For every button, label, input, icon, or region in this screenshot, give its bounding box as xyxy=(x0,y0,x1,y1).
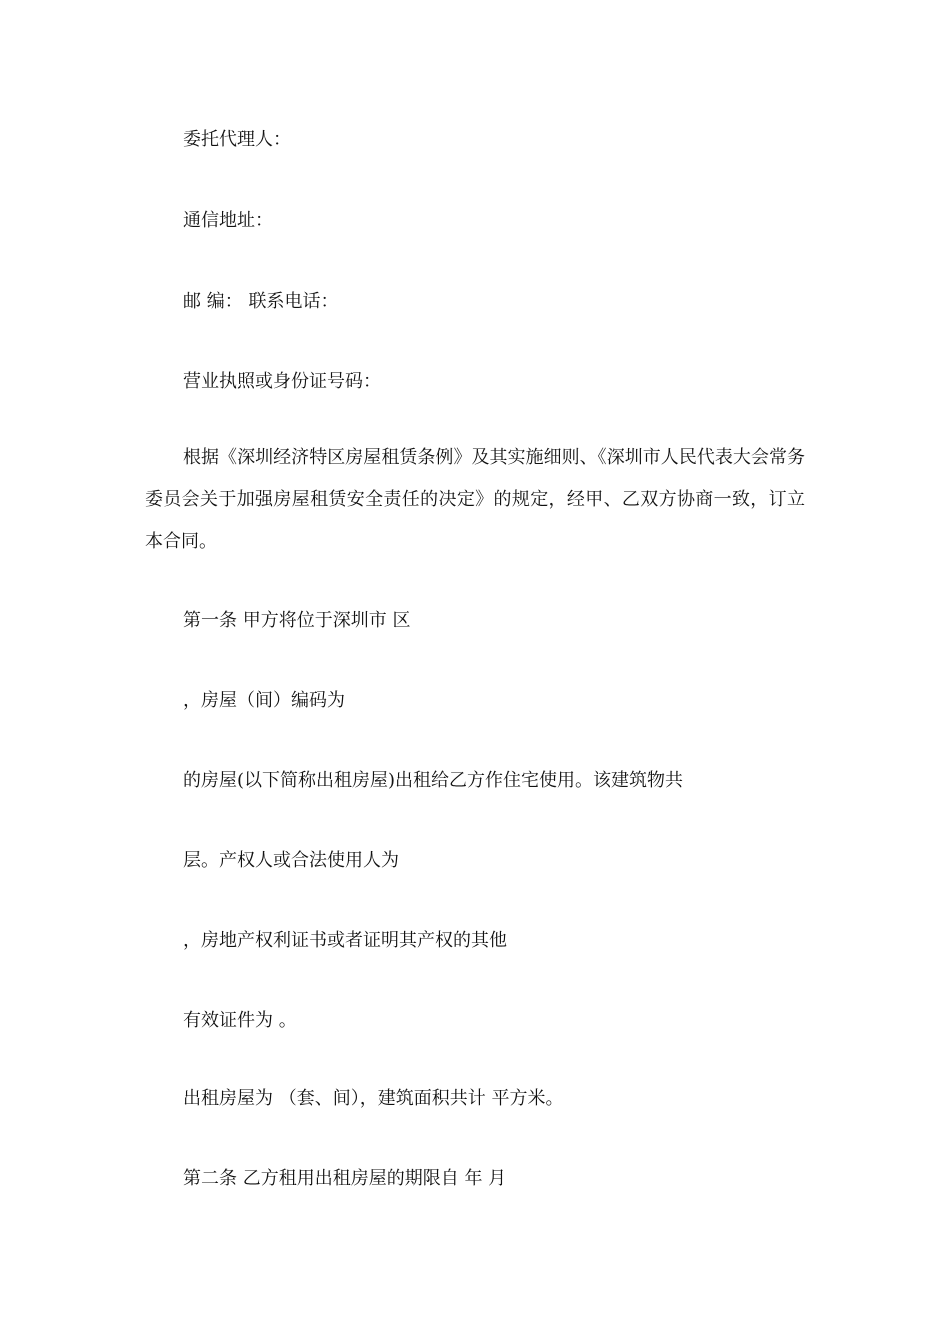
license-id-label: 营业执照或身份证号码： xyxy=(183,371,381,392)
article-1-line-6: 有效证件为 。 xyxy=(183,1010,297,1031)
address-label: 通信地址： xyxy=(183,210,273,231)
article-1-line-7: 出租房屋为 （套、间），建筑面积共计 平方米。 xyxy=(183,1088,564,1109)
article-1-line-1: 第一条 甲方将位于深圳市 区 xyxy=(183,610,411,631)
article-2-line-1: 第二条 乙方租用出租房屋的期限自 年 月 xyxy=(183,1168,507,1189)
postcode-phone-label: 邮 编： 联系电话： xyxy=(183,291,339,312)
article-1-line-3: 的房屋(以下简称出租房屋)出租给乙方作住宅使用。该建筑物共 xyxy=(183,770,684,791)
agent-label: 委托代理人： xyxy=(183,129,291,150)
article-1-line-2: ，房屋（间）编码为 xyxy=(183,690,345,711)
article-1-line-4: 层。产权人或合法使用人为 xyxy=(183,850,399,871)
article-1-line-5: ，房地产权利证书或者证明其产权的其他 xyxy=(183,930,507,951)
preamble-paragraph: 根据《深圳经济特区房屋租赁条例》及其实施细则、《深圳市人民代表大会常务委员会关于加强房屋租赁安全责任的决定》的规定，经甲、乙双方协商一致，订立本合同。 xyxy=(145,447,805,552)
